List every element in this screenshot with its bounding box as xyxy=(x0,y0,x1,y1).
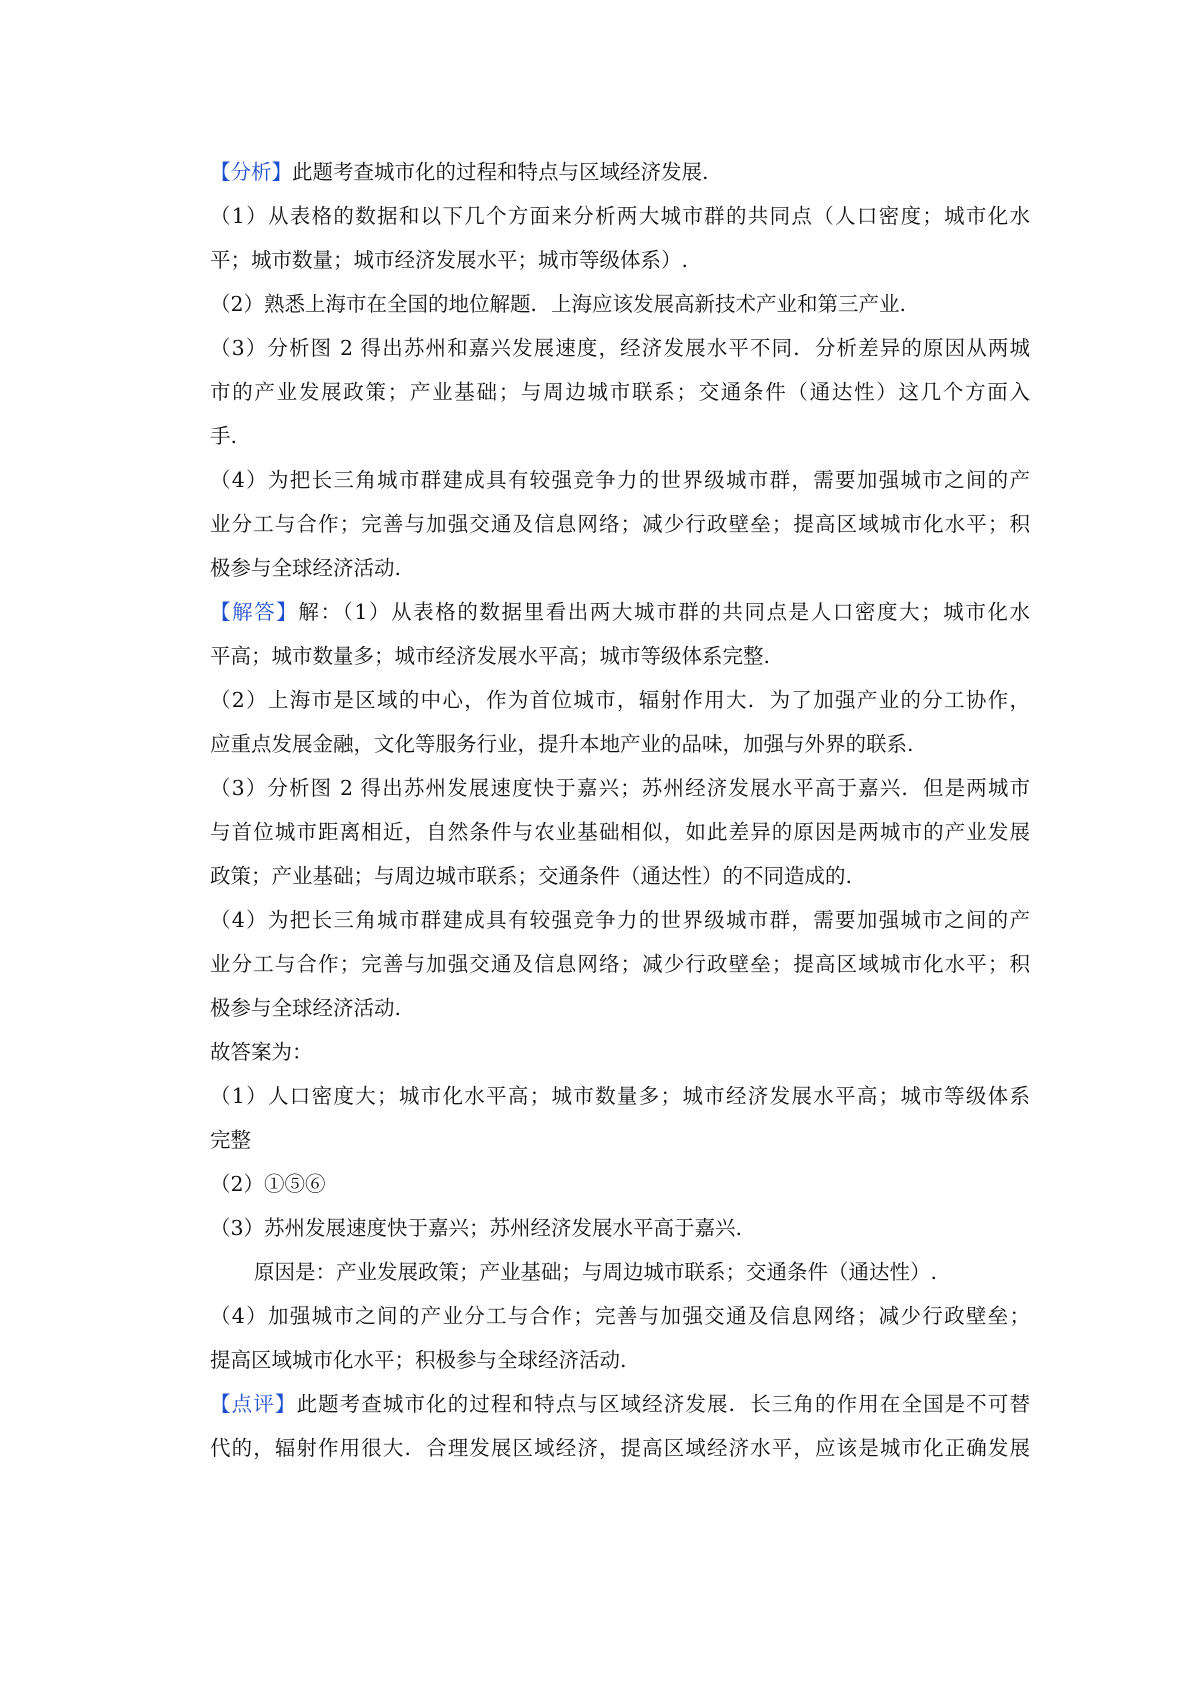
analysis-tag: 【分析】 xyxy=(210,160,292,184)
comment-line1: 此题考查城市化的过程和特点与区域经济发展．长三角的作用在全国是不可替 xyxy=(296,1392,1031,1416)
analysis-p1-line2: 平；城市数量；城市经济发展水平；城市等级体系）. xyxy=(210,248,689,272)
analysis-p2-line1: （2）熟悉上海市在全国的地位解题．上海应该发展高新技术产业和第三产业. xyxy=(210,292,907,316)
answer-p4-line1: （4）为把长三角城市群建成具有较强竞争力的世界级城市群，需要加强城市之间的产 xyxy=(210,908,1030,932)
comment-tag: 【点评】 xyxy=(210,1392,297,1416)
analysis-p1-line1: （1）从表格的数据和以下几个方面来分析两大城市群的共同点（人口密度；城市化水 xyxy=(210,204,1030,228)
analysis-p3-line1: （3）分析图 2 得出苏州和嘉兴发展速度，经济发展水平不同．分析差异的原因从两城 xyxy=(210,336,1030,360)
answer-p2-line1: （2）上海市是区域的中心，作为首位城市，辐射作用大．为了加强产业的分工协作， xyxy=(210,688,1030,712)
analysis-p4-line2: 业分工与合作；完善与加强交通及信息网络；减少行政壁垒；提高区域城市化水平；积 xyxy=(210,512,1030,536)
answer-a4-line2: 提高区域城市化水平；积极参与全球经济活动. xyxy=(210,1348,627,1372)
answer-p1-line1: 解：（1）从表格的数据里看出两大城市群的共同点是人口密度大；城市化水 xyxy=(298,600,1031,624)
analysis-intro-line xyxy=(210,150,1030,194)
answer-p4-line2: 业分工与合作；完善与加强交通及信息网络；减少行政壁垒；提高区域城市化水平；积 xyxy=(210,952,1030,976)
comment-line1-wrap xyxy=(210,1382,1030,1426)
answer-p3-line1: （3）分析图 2 得出苏州发展速度快于嘉兴；苏州经济发展水平高于嘉兴．但是两城市 xyxy=(210,776,1030,800)
answer-conclusion: 故答案为： xyxy=(210,1040,313,1064)
answer-p4-line3: 极参与全球经济活动. xyxy=(210,996,402,1020)
answer-tag: 【解答】 xyxy=(210,600,299,624)
answer-a3-line2: 原因是：产业发展政策；产业基础；与周边城市联系；交通条件（通达性）. xyxy=(254,1260,938,1284)
analysis-intro: 此题考查城市化的过程和特点与区域经济发展. xyxy=(292,160,709,184)
analysis-p3-line3: 手. xyxy=(210,424,238,448)
answer-a2: （2）①⑤⑥ xyxy=(210,1172,326,1196)
answer-p3-line3: 政策；产业基础；与周边城市联系；交通条件（通达性）的不同造成的. xyxy=(210,864,853,888)
answer-p1-line1-wrap xyxy=(210,590,1030,634)
document-page xyxy=(210,150,1030,1470)
comment-line2: 代的，辐射作用很大．合理发展区域经济，提高区域经济水平，应该是城市化正确发展 xyxy=(210,1436,1030,1460)
answer-a1-line1: （1）人口密度大；城市化水平高；城市数量多；城市经济发展水平高；城市等级体系 xyxy=(210,1084,1030,1108)
answer-p3-line2: 与首位城市距离相近，自然条件与农业基础相似，如此差异的原因是两城市的产业发展 xyxy=(210,820,1030,844)
answer-p1-line2: 平高；城市数量多；城市经济发展水平高；城市等级体系完整. xyxy=(210,644,771,668)
analysis-p3-line2: 市的产业发展政策；产业基础；与周边城市联系；交通条件（通达性）这几个方面入 xyxy=(210,380,1030,404)
analysis-p4-line3: 极参与全球经济活动. xyxy=(210,556,402,580)
answer-p2-line2: 应重点发展金融，文化等服务行业，提升本地产业的品味，加强与外界的联系. xyxy=(210,732,914,756)
answer-a3-line1: （3）苏州发展速度快于嘉兴；苏州经济发展水平高于嘉兴. xyxy=(210,1216,743,1240)
analysis-p4-line1: （4）为把长三角城市群建成具有较强竞争力的世界级城市群，需要加强城市之间的产 xyxy=(210,468,1030,492)
answer-a4-line1: （4）加强城市之间的产业分工与合作；完善与加强交通及信息网络；减少行政壁垒； xyxy=(210,1304,1030,1328)
answer-a1-line2: 完整 xyxy=(210,1128,251,1152)
